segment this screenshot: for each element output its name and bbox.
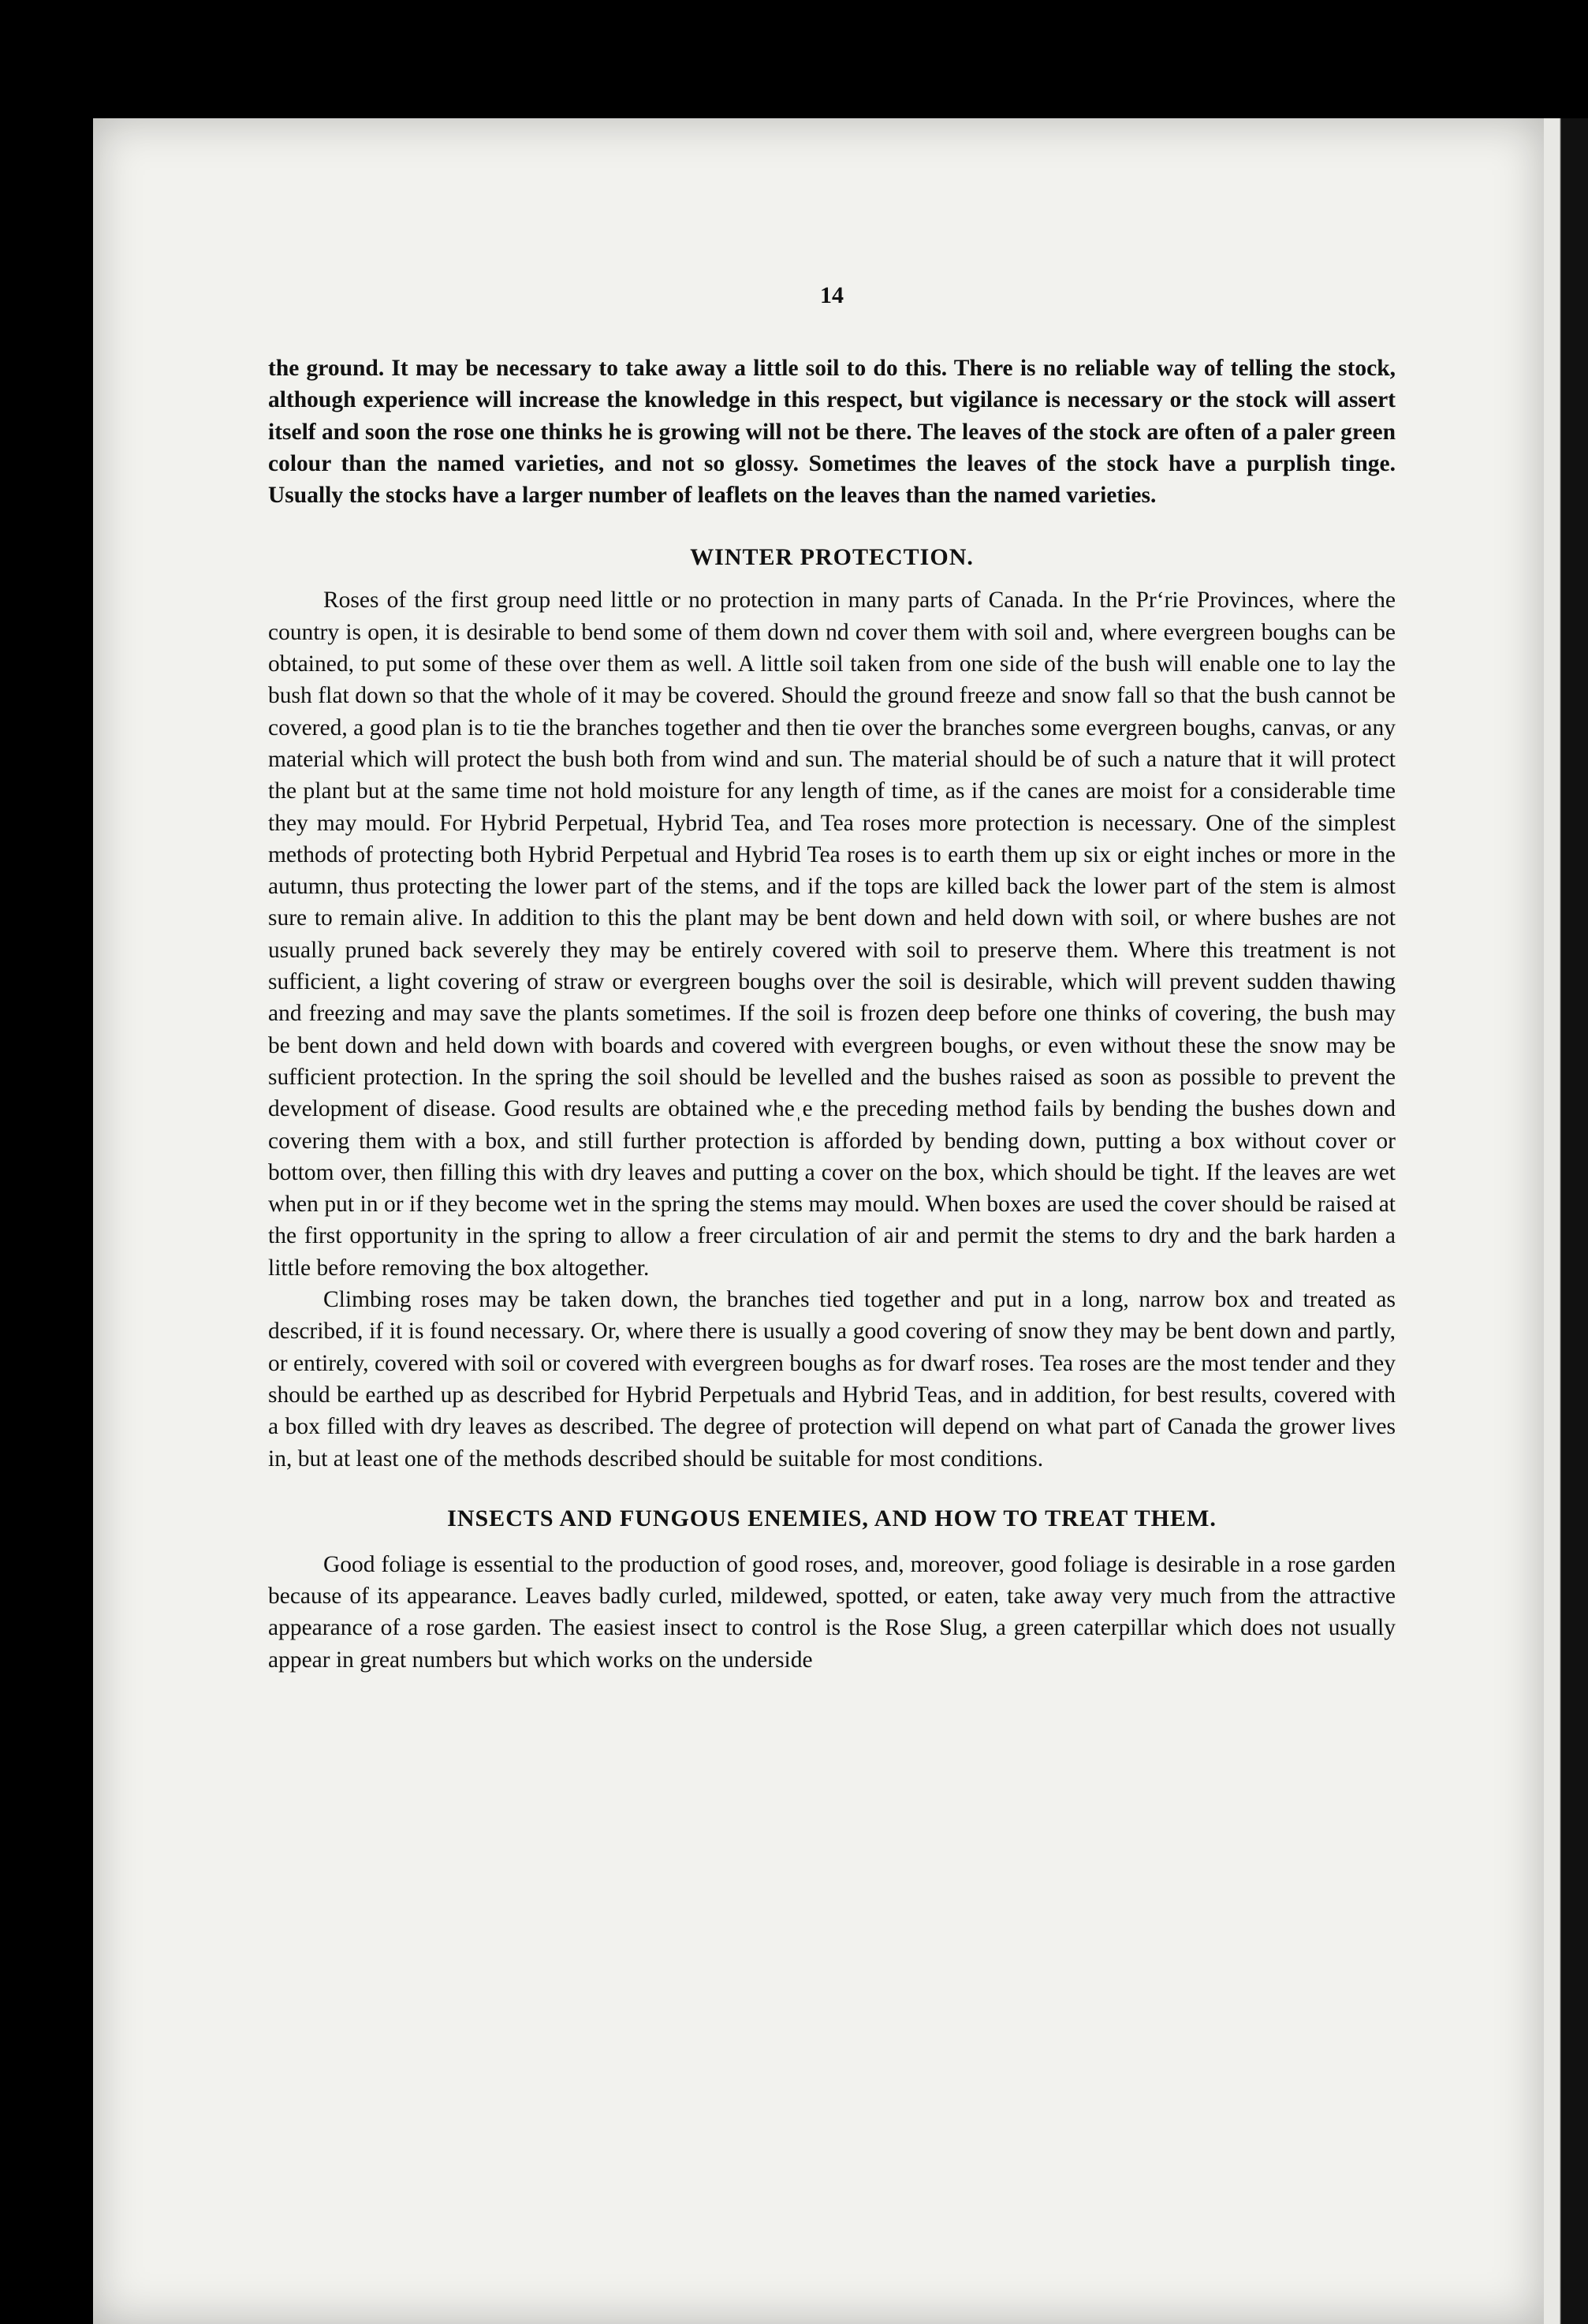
insects-paragraph: Good foliage is essential to the production of good roses, and, moreover, good foliage is desirable in a rose garden because of its appearance. Leaves badly curled, mildewed, spotted, or eaten, take away very much from the attractive appearance of a rose garden. The easiest insect to control is the Rose Slug, a green caterpillar which does not usually appear in great numbers but which works on the underside bbox=[268, 1551, 1396, 1673]
page-edge bbox=[1544, 118, 1588, 2324]
winter-protection-heading: WINTER PROTECTION. bbox=[690, 544, 974, 571]
page-number: 14 bbox=[820, 282, 844, 308]
intro-paragraph: the ground. It may be necessary to take away a little soil to do this. There is no reliable way of telling the stock, although experience will increase the knowledge in this respect, but vigilance is necessary or the stock will assert itself and soon the rose one thinks he is growing will not be there. The leaves of the stock are often of a paler green colour than the named varieties, and not so glossy. Sometimes the leaves of the stock have a purplish tinge. Usually the stocks have a larger number of leaflets on the leaves than the named varieties. bbox=[268, 356, 1396, 509]
insects-heading: INSECTS AND FUNGOUS ENEMIES, AND HOW TO TREAT THEM. bbox=[447, 1505, 1217, 1531]
winter-paragraph-2: Climbing roses may be taken down, the branches tied together and put in a long, narrow box and treated as described, if it is found necessary. Or, where there is usually a good covering of snow they may be bent down and partly, or entirely, covered with soil or covered with evergreen boughs as for dwarf roses. Tea roses are the most tender and they should be earthed up as described for Hybrid Perpetuals and Hybrid Teas, and in addition, for best results, covered with a box filled with dry leaves as described. The degree of protection will depend on what part of Canada the grower lives in, but at least one of the methods described should be suitable for most conditions. bbox=[268, 1287, 1396, 1472]
winter-paragraph-1: Roses of the first group need little or no protection in many parts of Canada. In the Prʻrie Provinces, where the country is open, it is desirable to bend some of them down nd cover them with soil and, where evergreen boughs can be obtained, to put some of these over them as well. A little soil taken from one side of the bush will enable one to lay the bush flat down so that the whole of it may be covered. Should the ground freeze and snow fall so that the bush cannot be covered, a good plan is to tie the branches together and then tie over the branches some evergreen boughs, canvas, or any material which will protect the bush both from wind and sun. The material should be of such a nature that it will protect the plant but at the same time not hold moisture for any length of time, as if the canes are moist for a considerable time they may mould. For Hybrid Perpetual, Hybrid Tea, and Tea roses more protection is necessary. One of the simplest methods of protecting both Hybrid Perpetual and Hybrid Tea roses is to earth them up six or eight inches or more in the autumn, thus protecting the lower part of the stems, and if the tops are killed back the lower part of the stem is almost sure to remain alive. In addition to this the plant may be bent down and held down with soil, or where bushes are not usually pruned back severely they may be entirely covered with soil to preserve them. Where this treatment is not sufficient, a light covering of straw or evergreen boughs over the soil is desirable, which will prevent sudden thawing and freezing and may save the plants sometimes. If the soil is frozen deep before one thinks of covering, the bush may be bent down and held down with boards and covered with evergreen boughs, or even without these the snow may be sufficient protection. In the spring the soil should be levelled and the bushes raised as soon as possible to prevent the development of disease. Good results are obtained wheˌe the preceding method fails by bending the bushes down and covering them with a box, and still further protection is afforded by bending down, putting a box without cover or bottom over, then filling this with dry leaves and putting a cover on the box, which should be tight. If the leaves are wet when put in or if they become wet in the spring the stems may mould. When boxes are used the cover should be raised at the first opportunity in the spring to allow a freer circulation of air and permit the stems to dry and the bark harden a little before removing the box altogether. bbox=[268, 588, 1396, 1281]
document-text bbox=[268, 280, 1396, 1676]
